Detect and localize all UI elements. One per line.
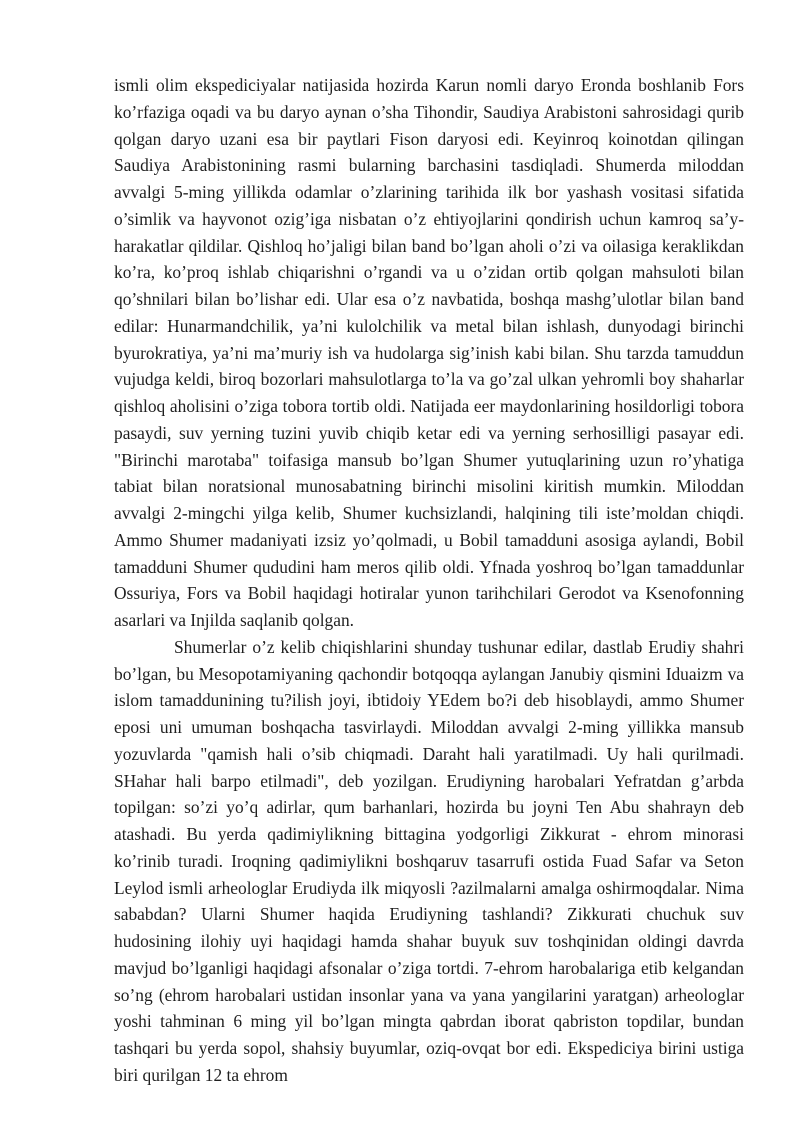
- document-page: [114, 72, 744, 1089]
- paragraph-1: ismli olim ekspediciyalar natijasida hozirda Karun nomli daryo Eronda boshlanib Fors ko’rfaziga oqadi va bu daryo aynan o’sha Tihondir, Saudiya Arabistoni sahrosidagi qurib qolgan daryo uzani esa bir paytlari Fison daryosi edi. Keyinroq koinotdan qilingan Saudiya Arabistonining rasmi bularning barchasini tasdiqladi. Shumerda miloddan avvalgi 5-ming yillikda odamlar o’zlarining tarihida ilk bor yashash vositasi sifatida o’simlik va hayvonot ozig’iga nisbatan o’z ehtiyojlarini qondirish uchun kamroq sa’y-harakatlar qildilar. Qishloq ho’jaligi bilan band bo’lgan aholi o’zi va oilasiga keraklikdan ko’ra, ko’proq ishlab chiqarishni o’rgandi va u o’zidan ortib qolgan mahsuloti bilan qo’shnilari bilan bo’lishar edi. Ular esa o’z navbatida, boshqa mashg’ulotlar bilan band edilar: Hunarmandchilik, ya’ni kulolchilik va metal bilan ishlash, dunyodagi birinchi byurokratiya, ya’ni ma’muriy ish va hudolarga sig’inish kabi bilan. Shu tarzda tamuddun vujudga keldi, biroq bozorlari mahsulotlarga to’la va go’zal ulkan yehromli boy shaharlar qishloq aholisini o’ziga tobora tortib oldi. Natijada eer maydonlarining hosildorligi tobora pasaydi, suv yerning tuzini yuvib chiqib ketar edi va yerning serhosilligi pasayar edi. "Birinchi marotaba" toifasiga mansub bo’lgan Shumer yutuqlarining uzun ro’yhatiga tabiat bilan noratsional munosabatning birinchi misolini kiritish mumkin. Miloddan avvalgi 2-mingchi yilga kelib, Shumer kuchsizlandi, halqining tili iste’moldan chiqdi. Ammo Shumer madaniyati izsiz yo’qolmadi, u Bobil tamadduni asosiga aylandi, Bobil tamadduni Shumer qududini ham meros qilib oldi. Yfnada yoshroq bo’lgan tamaddunlar Ossuriya, Fors va Bobil haqidagi hotiralar yunon tarihchilari Gerodot va Ksenofonning asarlari va Injilda saqlanib qolgan.: [114, 75, 744, 630]
- paragraph-2: Shumerlar o’z kelib chiqishlarini shunday tushunar edilar, dastlab Erudiy shahri bo’lgan, bu Mesopotamiyaning qachondir botqoqqa aylangan Janubiy qismini Iduaizm va islom tamaddunining tu?ilish joyi, ibtidoiy YEdem bo?i deb hisoblaydi, ammo Shumer eposi uni umuman boshqacha tasvirlaydi. Miloddan avvalgi 2-ming yillikka mansub yozuvlarda "qamish hali o’sib chiqmadi. Daraht hali yaratilmadi. Uy hali qurilmadi. SHahar hali barpo etilmadi", deb yozilgan. Erudiyning harobalari Yefratdan g’arbda topilgan: so’zi yo’q adirlar, qum barhanlari, hozirda bu joyni Ten Abu shahrayn deb atashadi. Bu yerda qadimiylikning bittagina yodgorligi Zikkurat - ehrom minorasi ko’rinib turadi. Iroqning qadimiylikni boshqaruv tasarrufi ostida Fuad Safar va Seton Leylod ismli arheologlar Erudiyda ilk miqyosli ?azilmalarni amalga oshirmoqdalar. Nima sababdan? Ularni Shumer haqida Erudiyning tashlandi? Zikkurati chuchuk suv hudosining ilohiy uyi haqidagi hamda shahar buyuk suv toshqinidan oldingi davrda mavjud bo’lganligi haqidagi afsonalar o’ziga tortdi. 7-ehrom harobalariga etib kelgandan so’ng (ehrom harobalari ustidan insonlar yana va yana yangilarini yaratgan) arheologlar yoshi tahminan 6 ming yil bo’lgan mingta qabrdan iborat qabriston topdilar, bundan tashqari bu yerda sopol, shahsiy buyumlar, oziq-ovqat bor edi. Ekspediciya birini ustiga biri qurilgan 12 ta ehrom: [114, 636, 744, 1085]
